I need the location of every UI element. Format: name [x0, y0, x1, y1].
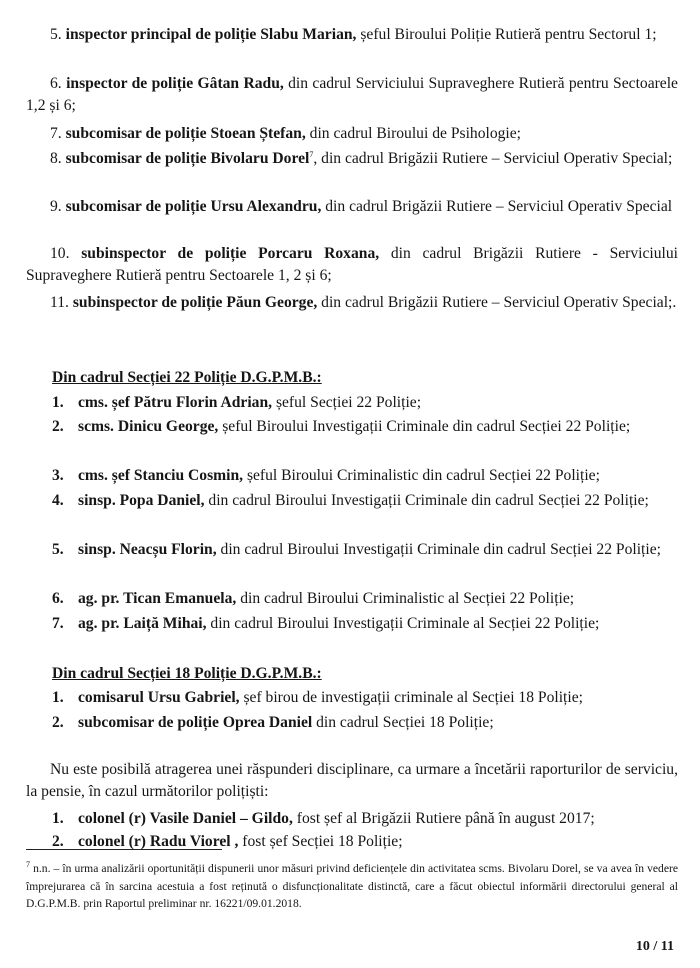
officer-desc: șeful Secției 22 Poliție;: [272, 394, 422, 411]
police-item-name: subinspector de poliție Păun George,: [72, 294, 318, 311]
officer-desc: din cadrul Biroului Investigații Criminale din cadrul Secției 22 Poliție;: [216, 541, 661, 558]
section22-item-1: [52, 392, 678, 414]
police-item-desc: , din cadrul Brigăzii Rutiere – Serviciul Operativ Special;: [313, 150, 673, 167]
footnote-separator: [26, 849, 222, 850]
officer-name: colonel (r) Radu Viorel ,: [78, 833, 239, 850]
list-number: 1.: [52, 810, 64, 827]
officer-name: subcomisar de poliție Oprea Daniel: [78, 714, 313, 731]
officer-desc: din cadrul Biroului Investigații Criminale din cadrul Secției 22 Poliție;: [204, 492, 649, 509]
officer-name: sinsp. Neacșu Florin,: [78, 541, 217, 558]
page-number: 10 / 11: [635, 939, 674, 954]
retired-intro: Nu este posibilă atragerea unei răspunderi disciplinare, ca urmare a încetării raporturilor de serviciu, la pensie, în cazul următorilor polițiști:: [26, 761, 678, 800]
police-item-desc: din cadrul Brigăzii Rutiere - Serviciului Supraveghere Rutieră pentru Sectoarele 1, 2 și 6;: [26, 245, 679, 284]
footnote-mark: 7: [26, 860, 30, 870]
police-item-name: subcomisar de poliție Ursu Alexandru,: [65, 198, 322, 215]
officer-name: scms. Dinicu George,: [78, 418, 219, 435]
section22-item-2: [52, 416, 678, 438]
police-item-9: [26, 196, 678, 218]
list-number: 4.: [52, 492, 64, 509]
list-number: 1.: [52, 689, 64, 706]
list-number: 1.: [52, 394, 64, 411]
police-item-8: [26, 148, 678, 170]
police-item-desc: șeful Biroului Poliție Rutieră pentru Sectorul 1;: [356, 26, 657, 43]
police-item-name: subcomisar de poliție Stoean Ștefan,: [65, 125, 306, 142]
officer-desc: din cadrul Biroului Investigații Criminale al Secției 22 Poliție;: [206, 615, 600, 632]
retired-item-1: [52, 808, 678, 830]
police-item-num: 6.: [50, 75, 62, 92]
officer-name: cms. șef Pătru Florin Adrian,: [78, 394, 273, 411]
officer-desc: din cadrul Secției 18 Poliție;: [312, 714, 494, 731]
police-item-num: 10.: [50, 245, 70, 262]
police-item-num: 9.: [50, 198, 62, 215]
section22-item-6: [52, 588, 678, 610]
officer-name: sinsp. Popa Daniel,: [78, 492, 205, 509]
officer-desc: fost șef Secției 18 Poliție;: [238, 833, 403, 850]
officer-name: cms. șef Stanciu Cosmin,: [78, 467, 244, 484]
officer-name: ag. pr. Laiță Mihai,: [78, 615, 207, 632]
police-item-desc: din cadrul Biroului de Psihologie;: [305, 125, 522, 142]
officer-name: colonel (r) Vasile Daniel – Gildo,: [78, 810, 293, 827]
officer-desc: șeful Biroului Investigații Criminale din cadrul Secției 22 Poliție;: [218, 418, 631, 435]
section18-heading: Din cadrul Secției 18 Poliție D.G.P.M.B.:: [52, 665, 322, 682]
police-item-desc: din cadrul Serviciului Supraveghere Rutieră pentru Sectoarele 1,2 și 6;: [26, 75, 678, 114]
section22-item-5: [52, 539, 678, 561]
list-number: 2.: [52, 418, 64, 435]
police-item-desc: din cadrul Brigăzii Rutiere – Serviciul Operativ Special: [321, 198, 673, 215]
section22-item-4: [52, 490, 678, 512]
police-item-5: [26, 24, 678, 46]
footnote-reference: 7: [309, 149, 314, 159]
section18-item-2: [52, 712, 678, 734]
section22-item-7: [52, 613, 678, 635]
section18-item-1: [52, 687, 678, 709]
officer-name: comisarul Ursu Gabriel,: [78, 689, 240, 706]
police-item-num: 7.: [50, 125, 62, 142]
police-item-num: 8.: [50, 150, 62, 167]
police-item-num: 11.: [50, 294, 69, 311]
footnote-text: n.n. – în urma analizării oportunității dispunerii unor măsuri privind deficiențele din activitatea scms. Bivolaru Dorel, se va avea în vedere împrejurarea că în sarcina acestuia a fost reținută o disfuncționalitate distinctă, care a făcut obiectul informării directorului general al D.G.P.M.B. prin Raportul preliminar nr. 16221/09.01.2018.: [26, 862, 678, 910]
list-number: 2.: [52, 833, 64, 850]
list-number: 6.: [52, 590, 64, 607]
police-item-11: [26, 292, 678, 314]
section22-item-3: [52, 465, 678, 487]
officer-name: ag. pr. Tican Emanuela,: [78, 590, 237, 607]
police-item-name: inspector de poliție Gâtan Radu,: [66, 75, 284, 92]
police-item-name: subcomisar de poliție Bivolaru Dorel: [65, 150, 310, 167]
police-item-desc: din cadrul Brigăzii Rutiere – Serviciul Operativ Special;.: [317, 294, 677, 311]
police-item-num: 5.: [50, 26, 62, 43]
list-number: 5.: [52, 541, 64, 558]
list-number: 3.: [52, 467, 64, 484]
police-item-10: [26, 243, 678, 287]
list-number: 2.: [52, 714, 64, 731]
section22-heading: Din cadrul Secției 22 Poliție D.G.P.M.B.:: [52, 369, 322, 386]
officer-desc: șeful Biroului Criminalistic din cadrul Secției 22 Poliție;: [243, 467, 600, 484]
police-item-6: [26, 73, 678, 117]
officer-desc: șef birou de investigații criminale al Secției 18 Poliție;: [239, 689, 583, 706]
police-item-name: inspector principal de poliție Slabu Marian,: [65, 26, 357, 43]
police-item-name: subinspector de poliție Porcaru Roxana,: [81, 245, 380, 262]
footnote: [26, 860, 678, 913]
list-number: 7.: [52, 615, 64, 632]
officer-desc: din cadrul Biroului Criminalistic al Secției 22 Poliție;: [236, 590, 575, 607]
officer-desc: fost șef al Brigăzii Rutiere până în august 2017;: [292, 810, 595, 827]
police-item-7: [26, 123, 678, 145]
